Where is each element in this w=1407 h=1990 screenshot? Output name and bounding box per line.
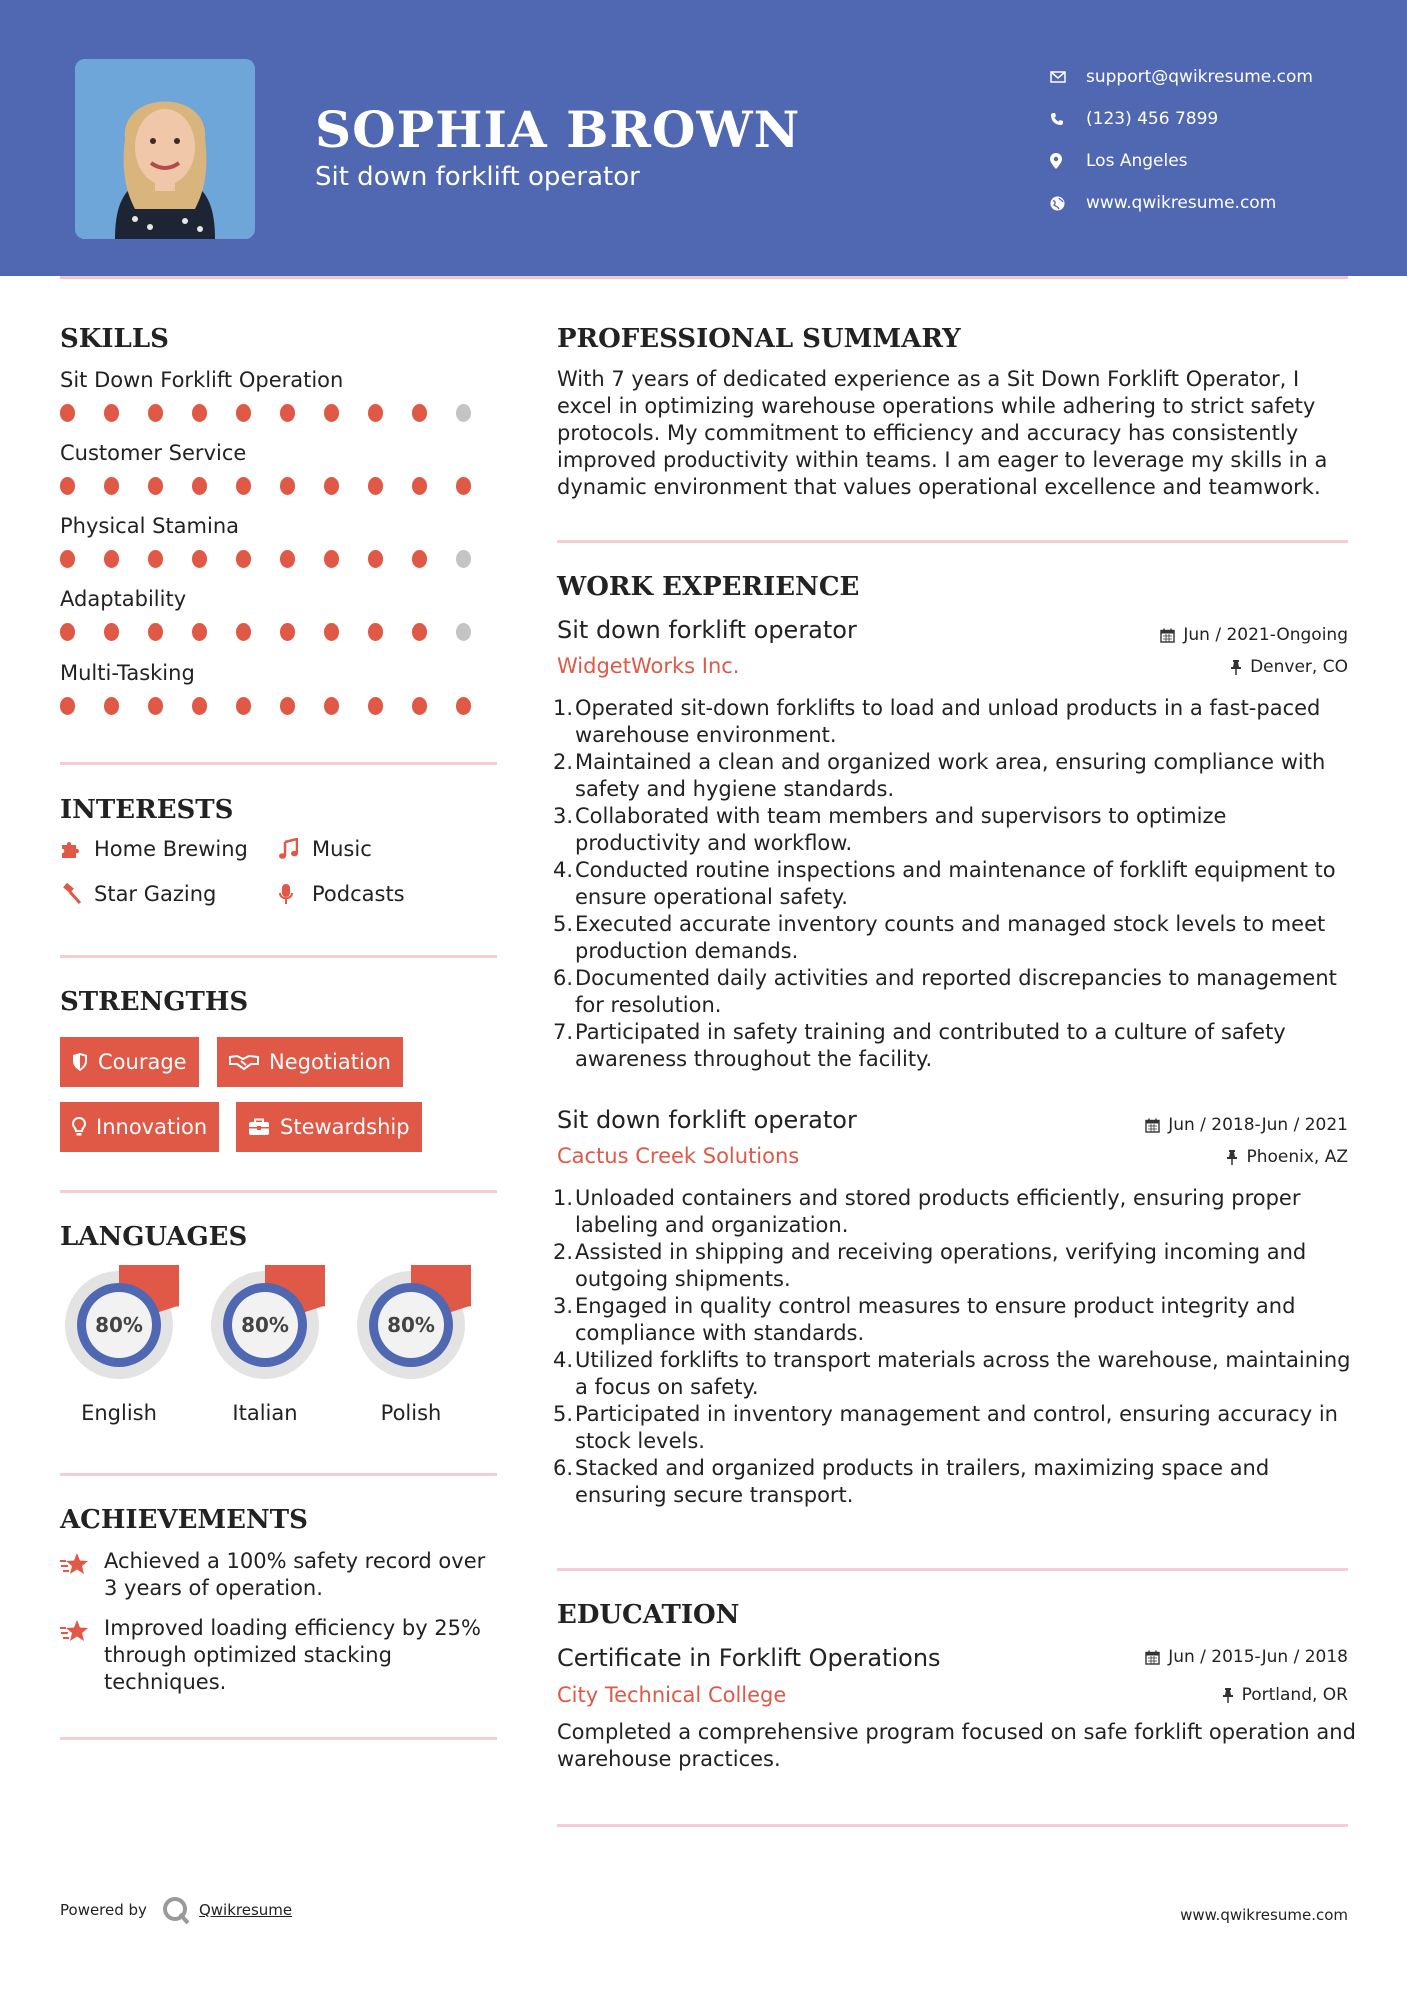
education-dates: Jun / 2015-Jun / 2018 <box>1145 1647 1348 1667</box>
job-bullet <box>553 1401 1353 1455</box>
pushpin-icon <box>1222 1687 1234 1703</box>
briefcase-icon <box>248 1118 270 1136</box>
rating-dot-filled <box>60 477 75 495</box>
rating-dot-filled <box>192 404 207 422</box>
languages-heading: LANGUAGES <box>60 1222 248 1252</box>
bullet-number: 1. <box>553 696 574 720</box>
globe-icon <box>1050 196 1086 211</box>
language-ring <box>205 1265 325 1385</box>
section-divider <box>557 1824 1348 1827</box>
rating-dot-filled <box>236 550 251 568</box>
achievements-heading: ACHIEVEMENTS <box>60 1505 308 1535</box>
section-divider <box>60 1190 497 1193</box>
bullet-number: 4. <box>553 858 574 882</box>
contact-list <box>1050 56 1390 224</box>
bullet-number: 6. <box>553 1456 574 1480</box>
skill-label: Sit Down Forklift Operation <box>60 368 344 392</box>
bullet-number: 2. <box>553 1240 574 1264</box>
job-bullet <box>553 911 1353 965</box>
rating-dot-filled <box>60 550 75 568</box>
skill-rating <box>60 623 500 641</box>
skill-item <box>60 661 500 715</box>
school-name: City Technical College <box>557 1683 787 1707</box>
interest-item: Podcasts <box>278 882 405 906</box>
experience-heading: WORK EXPERIENCE <box>557 572 860 602</box>
company-name: WidgetWorks Inc. <box>557 654 740 678</box>
rating-dot-filled <box>412 623 427 641</box>
bullet-text: Engaged in quality control measures to ensure product integrity and compliance with standards. <box>575 1294 1296 1345</box>
summary-heading: PROFESSIONAL SUMMARY <box>557 324 961 354</box>
job-bullet <box>553 1455 1353 1509</box>
section-divider <box>60 762 497 765</box>
rating-dot-filled <box>280 477 295 495</box>
interests-heading: INTERESTS <box>60 795 234 825</box>
strength-badge: Courage <box>60 1037 199 1087</box>
pushpin-icon <box>1226 1149 1238 1165</box>
bullet-text: Unloaded containers and stored products efficiently, ensuring proper labeling and organization. <box>575 1186 1301 1237</box>
rating-dot-filled <box>368 623 383 641</box>
skill-rating <box>60 477 500 495</box>
language-ring <box>59 1265 179 1385</box>
job-bullet <box>553 695 1353 749</box>
qwikresume-logo-icon <box>161 1895 191 1925</box>
rating-dot-filled <box>412 550 427 568</box>
footer-powered-by: Powered by Qwikresume <box>60 1895 292 1925</box>
rating-dot-filled <box>60 697 75 715</box>
interest-item: Star Gazing <box>60 882 216 906</box>
education-location: Portland, OR <box>1222 1685 1348 1705</box>
rating-dot-filled <box>280 404 295 422</box>
rating-dot-filled <box>280 697 295 715</box>
education-description: Completed a comprehensive program focused on safe forklift operation and warehouse practices. <box>557 1720 1356 1771</box>
phone-icon <box>1050 112 1086 126</box>
rating-dot-filled <box>324 477 339 495</box>
music-note-icon <box>278 838 312 860</box>
rating-dot-filled <box>456 477 471 495</box>
strength-badge: Innovation <box>60 1102 219 1152</box>
job-title: Sit down forklift operator <box>557 1106 857 1134</box>
bullet-number: 4. <box>553 1348 574 1372</box>
microphone-icon <box>278 883 312 905</box>
lightbulb-icon <box>72 1117 86 1137</box>
bullet-text: Participated in inventory management and control, ensuring accuracy in stock levels. <box>575 1402 1338 1453</box>
rating-dot-filled <box>456 697 471 715</box>
star-icon <box>60 1615 104 1696</box>
rating-dot-filled <box>192 477 207 495</box>
rating-dot-empty <box>456 550 471 568</box>
skills-heading: SKILLS <box>60 324 169 354</box>
bullet-number: 3. <box>553 1294 574 1318</box>
bullet-text: Documented daily activities and reported discrepancies to management for resolution. <box>575 966 1337 1017</box>
job-bullet-list <box>553 1185 1353 1509</box>
language-label: Polish <box>380 1401 442 1425</box>
bullet-text: Participated in safety training and contributed to a culture of safety awareness throughout the facility. <box>575 1020 1286 1071</box>
bullet-text: Executed accurate inventory counts and managed stock levels to meet production demands. <box>575 912 1326 963</box>
bullet-text: Collaborated with team members and supervisors to optimize productivity and workflow. <box>575 804 1227 855</box>
envelope-icon <box>1050 71 1086 83</box>
rating-dot-filled <box>148 404 163 422</box>
job-bullet-list <box>553 695 1353 1073</box>
bullet-text: Assisted in shipping and receiving operations, verifying incoming and outgoing shipments. <box>575 1240 1307 1291</box>
interest-item: Music <box>278 837 372 861</box>
rating-dot-filled <box>368 550 383 568</box>
rating-dot-filled <box>192 697 207 715</box>
job-dates: Jun / 2018-Jun / 2021 <box>1145 1115 1348 1135</box>
language-percent: 80% <box>387 1313 435 1337</box>
summary-text: With 7 years of dedicated experience as a Sit Down Forklift Operator, I excel in optimizing warehouse operations while adhering to strict safety protocols. My commitment to efficiency and accuracy has consistently improved productivity within teams. I am eager to leverage my skills in a dynamic environment that values operational excellence and teamwork. <box>557 367 1328 499</box>
section-divider <box>60 1473 497 1476</box>
rating-dot-filled <box>60 623 75 641</box>
rating-dot-filled <box>280 623 295 641</box>
rating-dot-filled <box>368 477 383 495</box>
calendar-icon <box>1145 1650 1160 1665</box>
section-divider <box>60 955 497 958</box>
rating-dot-empty <box>456 623 471 641</box>
rating-dot-filled <box>236 404 251 422</box>
job-bullet <box>553 1347 1353 1401</box>
section-divider <box>557 1568 1348 1571</box>
language-label: English <box>81 1401 157 1425</box>
rating-dot-filled <box>368 404 383 422</box>
calendar-icon <box>1145 1118 1160 1133</box>
rating-dot-filled <box>324 697 339 715</box>
strength-badge: Negotiation <box>217 1037 403 1087</box>
rating-dot-filled <box>192 623 207 641</box>
job-location: Phoenix, AZ <box>1226 1147 1348 1167</box>
skill-label: Physical Stamina <box>60 514 240 538</box>
rating-dot-filled <box>412 697 427 715</box>
rating-dot-filled <box>104 404 119 422</box>
rating-dot-filled <box>104 550 119 568</box>
rating-dot-filled <box>236 477 251 495</box>
shield-icon <box>72 1053 88 1071</box>
job-title: Sit down forklift operator <box>557 616 857 644</box>
language-percent: 80% <box>95 1313 143 1337</box>
rating-dot-filled <box>280 550 295 568</box>
rating-dot-filled <box>412 477 427 495</box>
skill-label: Adaptability <box>60 587 187 611</box>
rating-dot-filled <box>236 697 251 715</box>
achievement-item: Achieved a 100% safety record over 3 years of operation. <box>60 1548 500 1602</box>
skill-item <box>60 514 500 568</box>
language-ring <box>351 1265 471 1385</box>
bullet-number: 6. <box>553 966 574 990</box>
candidate-name: SOPHIA BROWN <box>315 100 801 159</box>
company-name: Cactus Creek Solutions <box>557 1144 800 1168</box>
contact-location: Los Angeles <box>1050 140 1390 182</box>
skill-rating <box>60 550 500 568</box>
bullet-text: Operated sit-down forklifts to load and unload products in a fast-paced warehouse environment. <box>575 696 1321 747</box>
education-heading: EDUCATION <box>557 1600 740 1630</box>
profile-photo <box>75 59 255 239</box>
handshake-icon <box>229 1053 259 1071</box>
achievement-item: Improved loading efficiency by 25% through optimized stacking techniques. <box>60 1615 500 1696</box>
strengths-heading: STRENGTHS <box>60 987 249 1017</box>
rating-dot-filled <box>324 404 339 422</box>
rating-dot-filled <box>148 697 163 715</box>
skill-rating <box>60 697 500 715</box>
bullet-number: 5. <box>553 912 574 936</box>
rating-dot-filled <box>412 404 427 422</box>
job-bullet <box>553 1293 1353 1347</box>
section-divider <box>557 540 1348 543</box>
skill-rating <box>60 404 500 422</box>
section-divider <box>60 1737 497 1740</box>
rating-dot-filled <box>104 477 119 495</box>
rating-dot-filled <box>324 550 339 568</box>
bullet-number: 7. <box>553 1020 574 1044</box>
language-label: Italian <box>232 1401 298 1425</box>
rating-dot-filled <box>236 623 251 641</box>
language-item <box>351 1265 471 1425</box>
job-bullet <box>553 965 1353 1019</box>
contact-phone[interactable]: (123) 456 7899 <box>1050 98 1390 140</box>
rating-dot-filled <box>148 550 163 568</box>
job-dates: Jun / 2021-Ongoing <box>1160 625 1348 645</box>
rating-dot-filled <box>192 550 207 568</box>
skill-item <box>60 368 500 422</box>
brand-link[interactable]: Qwikresume <box>198 1901 293 1919</box>
map-marker-icon <box>1050 153 1086 169</box>
rating-dot-filled <box>60 404 75 422</box>
gavel-icon <box>60 883 94 905</box>
bullet-text: Maintained a clean and organized work area, ensuring compliance with safety and hygiene standards. <box>575 750 1326 801</box>
job-bullet <box>553 1239 1353 1293</box>
bullet-number: 5. <box>553 1402 574 1426</box>
bullet-text: Conducted routine inspections and maintenance of forklift equipment to ensure operational safety. <box>575 858 1336 909</box>
skill-label: Multi-Tasking <box>60 661 195 685</box>
job-bullet <box>553 749 1353 803</box>
degree-title: Certificate in Forklift Operations <box>557 1644 941 1672</box>
contact-website[interactable]: www.qwikresume.com <box>1050 182 1390 224</box>
resume-header <box>0 0 1407 276</box>
job-bullet <box>553 857 1353 911</box>
pushpin-icon <box>1230 659 1242 675</box>
bullet-text: Stacked and organized products in trailers, maximizing space and ensuring secure transport. <box>575 1456 1270 1507</box>
rating-dot-filled <box>148 623 163 641</box>
bullet-text: Utilized forklifts to transport materials across the warehouse, maintaining a focus on safety. <box>575 1348 1351 1399</box>
header-divider <box>60 276 1348 279</box>
rating-dot-filled <box>324 623 339 641</box>
candidate-title: Sit down forklift operator <box>315 162 640 192</box>
bullet-number: 1. <box>553 1186 574 1210</box>
language-item <box>59 1265 179 1425</box>
footer-website-link[interactable]: www.qwikresume.com <box>1180 1906 1348 1924</box>
bullet-number: 2. <box>553 750 574 774</box>
rating-dot-filled <box>104 697 119 715</box>
skill-item <box>60 441 500 495</box>
language-item <box>205 1265 325 1425</box>
skill-label: Customer Service <box>60 441 247 465</box>
puzzle-icon <box>60 839 94 859</box>
job-bullet <box>553 1019 1353 1073</box>
rating-dot-filled <box>148 477 163 495</box>
bullet-number: 3. <box>553 804 574 828</box>
job-bullet <box>553 803 1353 857</box>
calendar-icon <box>1160 628 1175 643</box>
star-icon <box>60 1548 104 1602</box>
skill-item <box>60 587 500 641</box>
strength-badge: Stewardship <box>236 1102 422 1152</box>
interest-item: Home Brewing <box>60 837 248 861</box>
rating-dot-filled <box>368 697 383 715</box>
job-bullet <box>553 1185 1353 1239</box>
language-percent: 80% <box>241 1313 289 1337</box>
rating-dot-empty <box>456 404 471 422</box>
job-location: Denver, CO <box>1230 657 1348 677</box>
rating-dot-filled <box>104 623 119 641</box>
contact-email[interactable]: support@qwikresume.com <box>1050 56 1390 98</box>
